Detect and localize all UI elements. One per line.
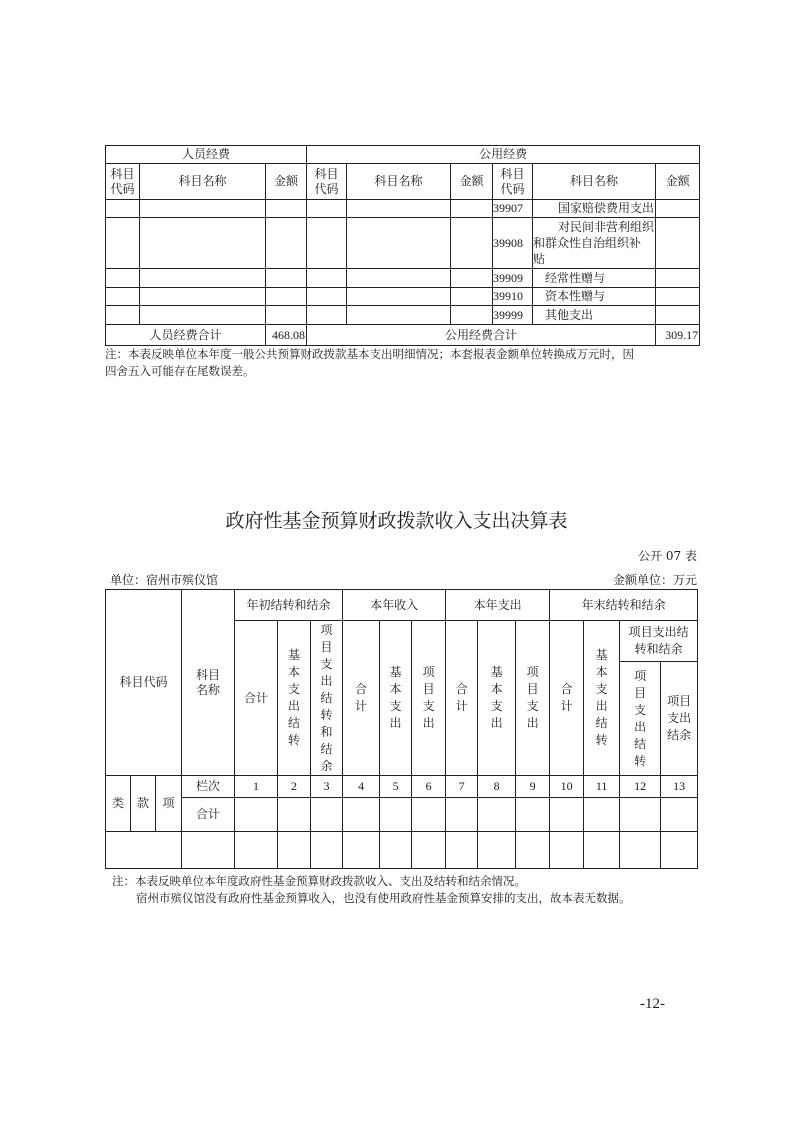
header-char: 出 [490,716,503,730]
sub-basic [478,621,516,776]
header-char: 计 [560,699,573,713]
header-char: 目 [634,685,647,700]
group-public: 公用经费 [307,146,700,164]
col-amount: 金额 [656,164,700,200]
table-number: 公开 07 表 [638,549,697,563]
group-expense: 本年支出 [446,590,550,621]
header-char: 项 [422,665,435,679]
header-char: 结 [320,690,333,705]
row-name: 经常性赠与 [533,269,656,288]
column-index: 6 [412,776,446,798]
row-name: 资本性赠与 [533,288,656,306]
header-char: 转 [320,707,333,722]
sub-basic-carry [278,621,311,776]
header-char: 基 [389,665,402,679]
header-char: 本 [389,682,402,696]
header-char: 结 [595,716,608,730]
total-label: 合计 [182,798,235,832]
table2-note: 注：本表反映单位本年度政府性基金预算财政拨款收入、支出及结转和结余情况。 宿州市殡仪馆没有政府性基金预算收入，也没有使用政府性基金预算安排的支出，故本表无数据。 [112,874,631,905]
column-index: 7 [446,776,478,798]
header-char: 支 [595,682,608,696]
header-char: 支 [422,699,435,713]
row-code: 39999 [493,306,533,325]
table1-note: 注：本表反映单位本年度一般公共预算财政拨款基本支出明细情况；本套报表金额单位转换成万元时，因 四舍五入可能存在尾数误差。 [105,347,634,378]
lei-label: 类 [106,776,131,832]
col-name: 科目名称 [533,164,656,200]
group-end-balance: 年末结转和结余 [550,590,698,621]
table-row [106,306,700,325]
basic-expenditure-detail-table [105,145,700,346]
total-row [106,798,698,832]
public-total-value: 309.17 [656,325,700,346]
header-char: 结 [634,736,647,751]
col-amount: 金额 [451,164,493,200]
money-unit-label: 金额单位：万元 [612,573,697,587]
header-char: 本 [490,682,503,696]
header-char: 计 [355,699,368,713]
header-char: 支 [288,682,301,696]
header-char: 合 [560,682,573,696]
header-char: 目 [526,682,539,696]
header-char: 转 [595,733,608,747]
row-code: 39907 [493,200,533,218]
sub-project [412,621,446,776]
group-income: 本年收入 [343,590,446,621]
col-amount: 金额 [266,164,307,200]
header-char: 结 [320,741,333,756]
header-char: 结 [288,716,301,730]
header-char: 本 [288,665,301,679]
sub-project-surplus: 项目 支出 结余 [661,662,698,776]
header-char: 支 [320,656,333,671]
header-char: 出 [526,716,539,730]
header-char: 转 [288,733,301,747]
gov-fund-budget-table [105,589,698,869]
table-row [106,200,700,218]
unit-label: 单位：宿州市殡仪馆 [110,573,219,587]
column-index: 8 [478,776,516,798]
header-char: 余 [320,758,333,773]
header-char: 出 [320,673,333,688]
header-char: 目 [422,682,435,696]
row-code: 39909 [493,269,533,288]
header-char: 项 [634,668,647,683]
header-char: 目 [320,639,333,654]
header-char: 合 [355,682,368,696]
header-char: 基 [288,648,301,662]
kuan-label: 款 [131,776,156,832]
row-code: 39910 [493,288,533,306]
sub-total: 合计 [235,621,278,776]
table-row [106,288,700,306]
personnel-total-label: 人员经费合计 [106,325,266,346]
header-char: 和 [320,724,333,739]
sub-project-group: 项目支出结 转和结余 [620,621,698,662]
row-name: 其他支出 [533,306,656,325]
sub-total [446,621,478,776]
table-row [106,218,700,269]
header-char: 项 [320,622,333,637]
sub-total [343,621,380,776]
header-code: 科目代码 [106,590,182,776]
sub-project [516,621,550,776]
col-name: 科目名称 [347,164,451,200]
header-char: 支 [389,699,402,713]
header-char: 出 [422,716,435,730]
col-name: 科目名称 [140,164,266,200]
column-index: 3 [311,776,343,798]
sub-basic [380,621,412,776]
header-char: 出 [288,699,301,713]
xiang-label: 项 [156,776,182,832]
col-code: 科目 代码 [307,164,347,200]
sub-basic-carry [584,621,620,776]
sub-project-carry-surplus [311,621,343,776]
header-char: 基 [490,665,503,679]
header-char: 基 [595,648,608,662]
table-row [106,269,700,288]
header-char: 出 [595,699,608,713]
row-name: 国家赔偿费用支出 [533,200,656,218]
header-char: 合 [455,682,468,696]
column-index: 1 [235,776,278,798]
column-index-label: 栏次 [182,776,235,798]
header-char: 项 [526,665,539,679]
column-index: 13 [661,776,698,798]
column-index: 2 [278,776,311,798]
header-char: 出 [634,719,647,734]
table-row [106,832,698,869]
header-char: 转 [634,753,647,768]
page-title: 政府性基金预算财政拨款收入支出决算表 [225,510,568,532]
col-code: 科目 代码 [493,164,533,200]
column-index: 11 [584,776,620,798]
header-char: 支 [526,699,539,713]
public-total-label: 公用经费合计 [307,325,656,346]
sub-total [550,621,584,776]
group-begin-balance: 年初结转和结余 [235,590,343,621]
header-char: 支 [490,699,503,713]
personnel-total-value: 468.08 [266,325,307,346]
sub-project-carry [620,662,661,776]
header-char: 本 [595,665,608,679]
column-index: 12 [620,776,661,798]
column-index: 5 [380,776,412,798]
header-char: 出 [389,716,402,730]
group-personnel: 人员经费 [106,146,307,164]
row-name: 对民间非营利组织 和群众性自治组织补 贴 [533,218,656,269]
header-char: 计 [455,699,468,713]
column-index: 10 [550,776,584,798]
column-index: 4 [343,776,380,798]
column-index-row [106,776,698,798]
page-number: -12- [640,996,665,1012]
row-code: 39908 [493,218,533,269]
total-row [106,325,700,346]
header-char: 支 [634,702,647,717]
col-code: 科目 代码 [106,164,140,200]
column-index: 9 [516,776,550,798]
header-name: 科目 名称 [182,590,235,776]
